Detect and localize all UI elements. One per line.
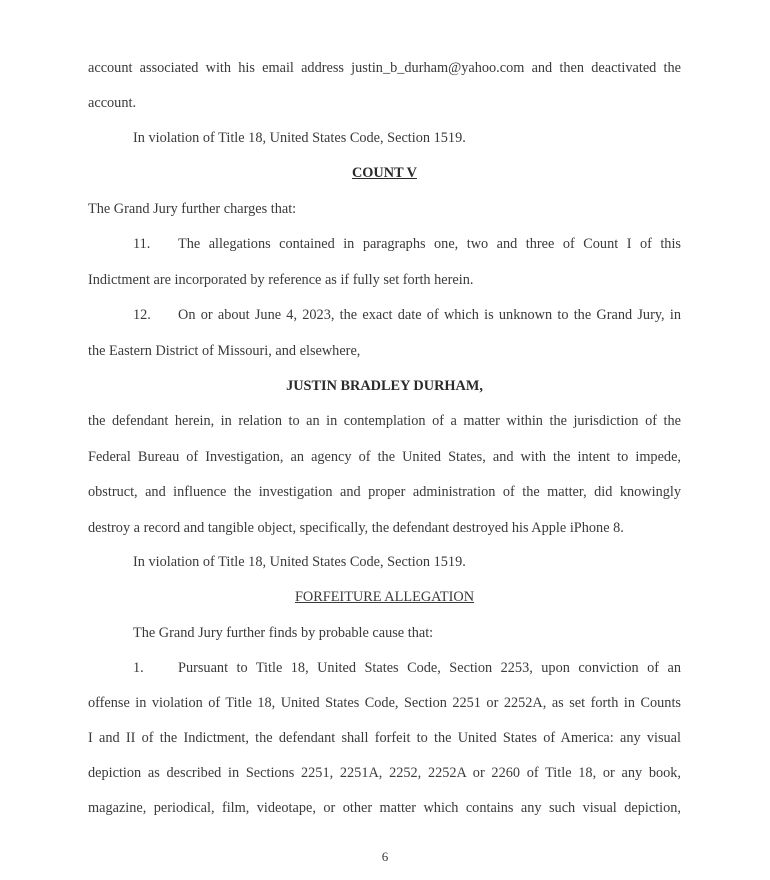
text-line: magazine, periodical, film, videotape, or other matter which contains any such visual depiction,: [88, 800, 681, 816]
paragraph-12: [133, 306, 681, 324]
text-line: The Grand Jury further finds by probable cause that:: [133, 625, 434, 641]
paragraph-11: [133, 235, 681, 253]
text-line: offense in violation of Title 18, United States Code, Section 2251 or 2252A, as set forth in Counts: [88, 695, 681, 711]
text-line: The Grand Jury further charges that:: [88, 201, 297, 217]
defendant-name: JUSTIN BRADLEY DURHAM,: [286, 378, 483, 394]
text-line: account associated with his email address justin_b_durham@yahoo.com and then deactivated the: [88, 60, 681, 76]
paragraph-1: [133, 659, 681, 677]
text-line: In violation of Title 18, United States Code, Section 1519.: [133, 554, 466, 570]
text-line: Federal Bureau of Investigation, an agency of the United States, and with the intent to impede,: [88, 449, 681, 465]
paragraph-number: 11.: [133, 236, 151, 252]
text-line: depiction as described in Sections 2251, 2251A, 2252, 2252A or 2260 of Title 18, or any book,: [88, 765, 681, 781]
text-line: I and II of the Indictment, the defendant shall forfeit to the United States of America: any visual: [88, 730, 681, 746]
text-line: the Eastern District of Missouri, and elsewhere,: [88, 343, 361, 359]
text-line: destroy a record and tangible object, specifically, the defendant destroyed his Apple iPhone 8.: [88, 520, 624, 536]
forfeiture-heading: FORFEITURE ALLEGATION: [294, 589, 475, 605]
paragraph-number: 12.: [133, 307, 151, 323]
text-line: account.: [88, 95, 137, 111]
paragraph-text: On or about June 4, 2023, the exact date of which is unknown to the Grand Jury, in: [178, 307, 681, 323]
text-line: obstruct, and influence the investigation and proper administration of the matter, did knowingly: [88, 484, 681, 500]
page-number: 6: [381, 849, 389, 864]
paragraph-number: 1.: [133, 660, 144, 676]
paragraph-text: Pursuant to Title 18, United States Code, Section 2253, upon conviction of an: [178, 660, 681, 676]
paragraph-text: The allegations contained in paragraphs one, two and three of Count I of this: [178, 236, 681, 252]
text-line: Indictment are incorporated by reference as if fully set forth herein.: [88, 272, 474, 288]
text-line: In violation of Title 18, United States Code, Section 1519.: [133, 130, 466, 146]
count-heading: COUNT V: [351, 165, 417, 181]
text-line: the defendant herein, in relation to an in contemplation of a matter within the jurisdiction of the: [88, 413, 681, 429]
